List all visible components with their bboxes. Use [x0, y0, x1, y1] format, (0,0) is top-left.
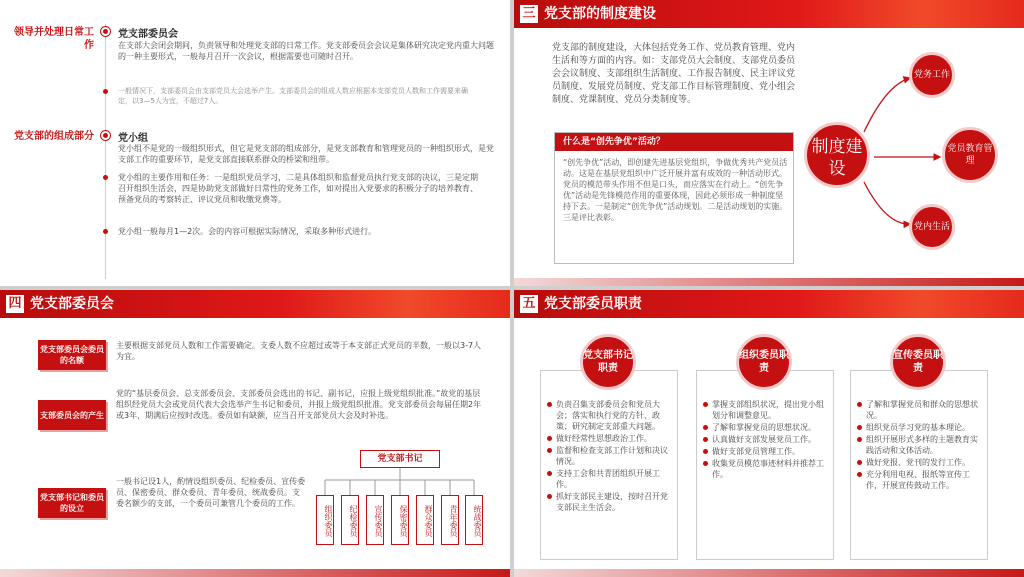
bottom-bar	[0, 569, 510, 577]
heading-group: 党小组	[118, 133, 148, 144]
duty-item: 组织党员学习党的基本理论。	[857, 422, 981, 433]
para-election: 党的“基层委员会、总支部委员会、支部委员会选出的书记、副书记，应报上级党组织批准。”故党的基层组织经党员大会或党员代表大会选举产生书记和委员，并报上级党组织批准。党支部委员会每届任期2年或3年，期满后应按时改选。委员如有缺额，应当召开支部党员大会及时补选。	[116, 389, 482, 420]
circle-party-life: 党内生活	[909, 204, 955, 250]
org-member: 保密委员	[391, 495, 409, 545]
duty-item: 认真做好支部发展党员工作。	[703, 434, 827, 445]
para-quota: 主要根据支部党员人数和工作需要确定。支委人数不应超过或等于本支部正式党员的半数，一般以3-7人为宜。	[116, 341, 482, 361]
duty-item: 掌握支部组织状况，提出党小组划分和调整意见。	[703, 399, 827, 421]
tag-election: 支部委员会的产生	[38, 400, 106, 430]
section-number: 五	[520, 295, 538, 313]
section-number: 四	[6, 295, 24, 313]
duty-card-propaganda	[850, 370, 988, 560]
para-group-meetings: 党小组一般每月1—2次。会的内容可根据实际情况，采取多种形式进行。	[118, 227, 377, 236]
slide-branch-committee	[0, 290, 510, 577]
duty-item: 负责召集支部委员会和党员大会；落实和执行党的方针、政策；研究制定支部重大问题。	[547, 399, 671, 432]
timeline-dot	[101, 27, 110, 36]
para-system: 党支部的制度建设，大体包括党务工作、党员教育管理、党内生活和等方面的内容。如：支部党员大会制度、支部党员委员会会议制度、支部组织生活制度、工作报告制度、民主评议党员制度、发展党员制度、党支部工作目标管理制度、党小组会制度、党课制度、党员分类制度等。	[552, 43, 796, 105]
org-secretary: 党支部书记	[360, 450, 440, 468]
excellence-box-text: “创先争优”活动，即创建先进基层党组织，争做优秀共产党员活动。这是在基层党组织中广泛开展并富有成效的一种活动形式。党员的模范带头作用不但是口头，而应落实在行动上。“创先争优”活动是先锋模范作用的重要体现，因此必须形成一种制度坚持下去。一是制定“创先争优”活动规划。二是活动规划的实施。三是评比表彰。	[563, 158, 788, 222]
slide-title: 党支部的制度建设	[544, 6, 656, 22]
slide-party-committee-overview	[0, 0, 510, 286]
para-committee: 在支部大会闭会期间，负责领导和处理党支部的日常工作。党支部委员会会议是集体研究决定党内重大问题的一种主要形式，一般每月召开一次会议，根据需要也可随时召开。	[118, 41, 494, 61]
org-member: 组织委员	[316, 495, 334, 545]
timeline-dot	[101, 131, 110, 140]
timeline-small-dot	[103, 89, 108, 94]
para-secretary: 一般书记设1人，酌情设组织委员、纪检委员、宣传委员、保密委员、群众委员、青年委员、统战委员。支委名额少的支部，一个委员可兼管几个委员的工作。	[116, 477, 306, 508]
para-group: 党小组不是党的一级组织形式，但它是党支部的组成部分，是党支部教育和管理党员的一种组织形式，是党支部工作的重要环节，是党支部直接联系群众的桥梁和纽带。	[118, 144, 494, 164]
org-member: 宣传委员	[366, 495, 384, 545]
duty-item: 做好党报、党刊的发行工作。	[857, 457, 981, 468]
circle-member-education: 党员教育管理	[942, 127, 998, 183]
slide-header	[514, 290, 1024, 318]
slide-title: 党支部委员职责	[544, 296, 642, 312]
tag-secretary: 党支部书记和委员的设立	[38, 488, 106, 518]
bottom-bar	[514, 278, 1024, 286]
slide-system-building	[514, 0, 1024, 286]
org-member: 群众委员	[416, 495, 434, 545]
excellence-box-title: 什么是“创先争优”活动？	[555, 133, 793, 151]
duty-item: 了解和掌握党员和群众的思想状况。	[857, 399, 981, 421]
duty-card-organization	[696, 370, 834, 560]
org-member: 青年委员	[441, 495, 459, 545]
timeline-line	[105, 24, 106, 279]
duty-item: 支持工会和共青团组织开展工作。	[547, 468, 671, 490]
duty-item: 收集党员模范事迹材料并推荐工作。	[703, 458, 827, 480]
duty-circle-organization: 组织委员职责	[736, 334, 792, 390]
para-committee-note: 一般情况下，支部委员会由支部党员大会选举产生。支部委员会的组成人数应根据本支部党员人数和工作需要来确定，以3—5人为宜，不超过7人。	[118, 87, 468, 105]
bottom-bar	[514, 569, 1024, 577]
timeline-small-dot	[103, 229, 108, 234]
para-group-tasks: 党小组的主要作用和任务：一是组织党员学习，二是具体组织和监督党员执行党支部的决议，三是定期召开组织生活会，四是协助党支部做好日常性的党务工作，如对提出入党要求的积极分子的培养教育、预备党员的考察转正、评议党员和收缴党费等。	[118, 173, 478, 204]
slide-title: 党支部委员会	[30, 296, 114, 312]
duty-item: 做好支部党员管理工作。	[703, 446, 827, 457]
duty-item: 充分利用电视、报纸等宣传工作，开展宣传鼓动工作。	[857, 469, 981, 491]
label-components: 党支部的组成部分	[14, 131, 94, 142]
duty-card-secretary	[540, 370, 678, 560]
slide-member-duties	[514, 290, 1024, 577]
org-member: 纪检委员	[341, 495, 359, 545]
center-circle: 制度建设	[804, 122, 870, 188]
tag-quota: 党支部委员会委员的名额	[38, 340, 106, 370]
heading-committee: 党支部委员会	[118, 29, 178, 40]
duty-item: 组织开展形式多样的主题教育实践活动和文体活动。	[857, 434, 981, 456]
duty-item: 做好经常性思想政治工作。	[547, 433, 671, 444]
duty-circle-propaganda: 宣传委员职责	[890, 334, 946, 390]
duty-circle-secretary: 党支部书记职责	[580, 334, 636, 390]
org-member: 统战委员	[465, 495, 483, 545]
duty-item: 了解和掌握党员的思想状况。	[703, 422, 827, 433]
duty-item: 监督和检查支部工作计划和决议情况。	[547, 445, 671, 467]
circle-party-work: 党务工作	[909, 52, 955, 98]
section-number: 三	[520, 5, 538, 23]
duty-item: 抓好支部民主建设，按时召开党支部民主生活会。	[547, 491, 671, 513]
timeline-small-dot	[103, 175, 108, 180]
label-daily-work: 领导并处理日常工作	[14, 27, 94, 51]
